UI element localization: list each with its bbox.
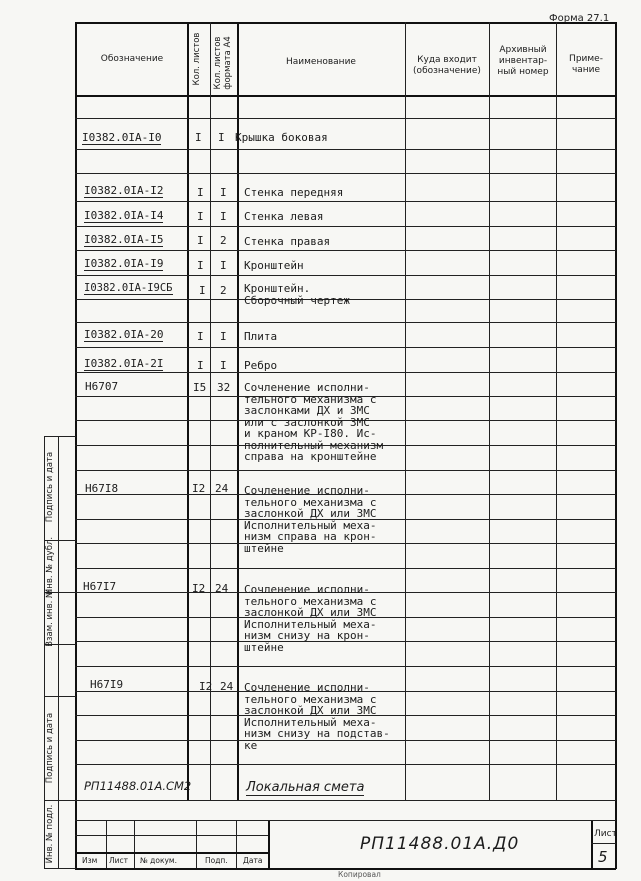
row-sheets: I2	[199, 680, 213, 693]
row-designation: I0382.0IA-I9	[84, 257, 164, 270]
row-name: Локальная смета	[246, 780, 365, 795]
stamp-designation: РП11488.01А.Д0	[360, 834, 520, 854]
side-label-signature-date-2: Подпись и дата	[45, 712, 55, 784]
row-a4: 24	[215, 482, 229, 495]
stamp-signature: Подп.	[205, 856, 228, 865]
side-label-orig-inv: Инв. № подл.	[45, 804, 55, 864]
row-name: Стенка правая	[244, 235, 331, 248]
stamp-date: Дата	[243, 856, 263, 865]
row-name: Стенка передняя	[244, 186, 344, 199]
row-designation: I0382.0IA-I5	[84, 233, 164, 246]
row-sheets: I	[197, 186, 204, 199]
row-a4: I	[220, 259, 227, 272]
row-sheets: I	[197, 259, 204, 272]
row-name: Сочленение исполни- тельного механизма с заслонкой ДХ или ЗМС Исполнительный меха- низм справа на крон- штейне	[244, 484, 377, 555]
row-designation: I0382.0IA-2I	[84, 357, 164, 370]
row-name: Кронштейн	[244, 259, 304, 272]
row-a4: 32	[217, 381, 231, 394]
row-sheets: I	[197, 234, 204, 247]
row-designation: РП11488.01А.СМ2	[84, 779, 192, 793]
stamp-sheet: Лист	[109, 856, 129, 865]
row-sheets: I	[199, 284, 206, 297]
header-designation: Обозначение	[100, 54, 164, 64]
row-designation: Н67I8	[85, 482, 119, 495]
row-name: Кронштейн. Сборочный чертеж	[244, 282, 350, 307]
header-format-a4: Кол. листов формата А4	[213, 36, 233, 90]
row-name: Ребро	[244, 359, 278, 372]
row-designation: I0382.0IA-20	[84, 328, 164, 341]
header-archive-no: Архивный инвентар-ный номер	[497, 45, 549, 77]
row-designation: Н6707	[85, 380, 119, 393]
stamp-sheet-number: 5	[598, 848, 608, 866]
row-a4: I	[220, 186, 227, 199]
side-label-replace-inv: Взам. инв. №	[45, 589, 55, 647]
row-name: Стенка левая	[244, 210, 324, 223]
stamp-sheet-label: Лист	[594, 829, 617, 839]
row-a4: 24	[220, 680, 234, 693]
row-designation: I0382.0IA-I0	[82, 131, 162, 144]
row-sheets: I	[195, 131, 202, 144]
row-name: Крышка боковая	[235, 131, 328, 144]
row-name: Сочленение исполни- тельного механизма с заслонками ДХ и ЗМС или с заслонкой ЗМС и краном КР-I80. Ис- полнительный механизм справа на кронштейне	[244, 381, 384, 463]
row-a4: 2	[220, 234, 227, 247]
row-sheets: I	[197, 210, 204, 223]
row-sheets: I2	[192, 482, 206, 495]
stamp-copied: Копировал	[338, 870, 381, 879]
row-designation: Н67I9	[90, 678, 124, 691]
row-a4: I	[220, 330, 227, 343]
row-sheets: I	[197, 330, 204, 343]
row-sheets: I2	[192, 582, 206, 595]
side-label-dup-inv: Инв. № дубл.	[45, 536, 55, 596]
row-name: Плита	[244, 330, 278, 343]
header-note: Приме-чание	[569, 54, 603, 75]
side-label-signature-date: Подпись и дата	[45, 451, 55, 523]
stamp-doc-no: № докум.	[140, 856, 177, 865]
row-designation: I0382.0IA-I9СБ	[84, 282, 173, 294]
row-sheets: I	[197, 359, 204, 372]
row-name: Сочленение исполни- тельного механизма с заслонкой ДХ или ЗМС Исполнительный меха- низм снизу на крон- штейне	[244, 583, 377, 654]
row-a4: I	[220, 210, 227, 223]
row-designation: I0382.0IA-I4	[84, 209, 164, 222]
row-name: Сочленение исполни- тельного механизма с заслонкой ДХ или ЗМС Исполнительный меха- низм снизу на подстав- ке	[244, 681, 390, 752]
header-where-used: Куда входит (обозначение)	[413, 55, 481, 76]
row-a4: 2	[220, 284, 227, 297]
row-sheets: I5	[193, 381, 207, 394]
header-sheets-count: Кол. листов	[192, 32, 202, 86]
row-a4: I	[218, 131, 225, 144]
row-designation: Н67I7	[83, 580, 117, 593]
row-a4: I	[220, 359, 227, 372]
stamp-change: Изм	[82, 856, 98, 865]
header-name: Наименование	[286, 57, 356, 67]
row-designation: I0382.0IA-I2	[84, 184, 164, 197]
row-a4: 24	[215, 582, 229, 595]
form-label: Форма 27.1	[549, 13, 610, 24]
